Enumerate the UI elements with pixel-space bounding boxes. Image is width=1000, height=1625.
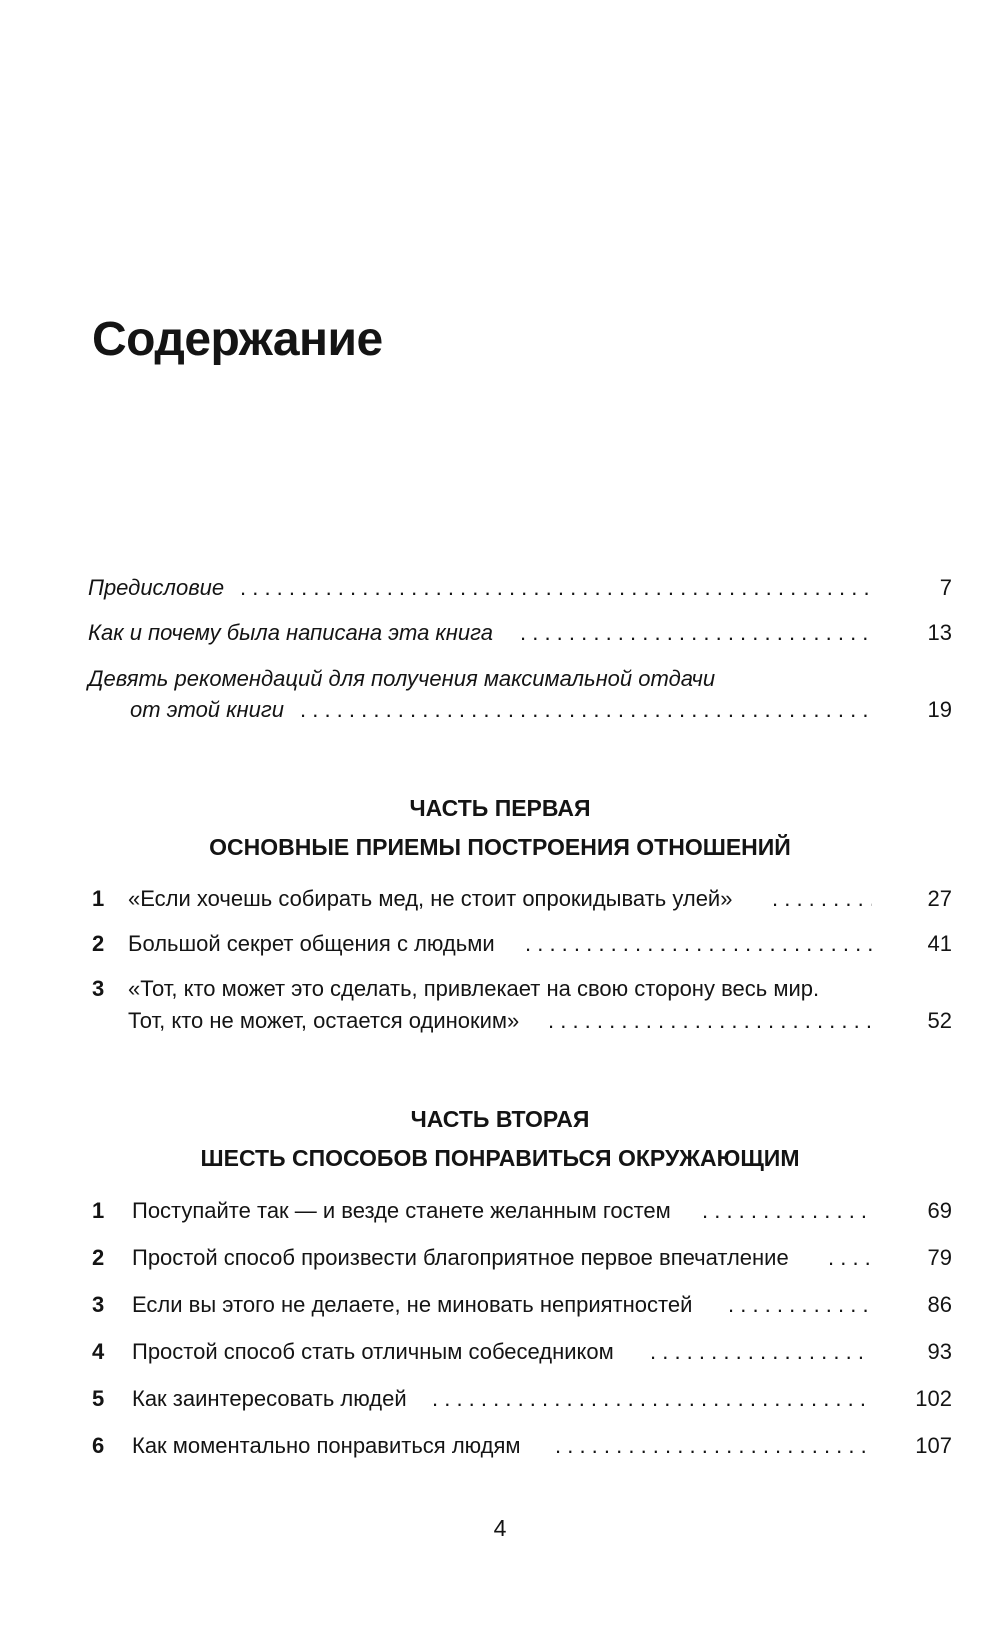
toc-page-number: 13: [927, 620, 952, 645]
toc-entry-nine-recommendations-line2[interactable]: [0, 695, 1000, 725]
chapter-number: 5: [92, 1386, 105, 1411]
chapter-number: 1: [92, 1198, 105, 1223]
toc-entry-preface[interactable]: [0, 573, 1000, 603]
toc-leader-dots: [520, 618, 872, 648]
toc-chapter-2-1[interactable]: [0, 1196, 1000, 1226]
toc-chapter-2-4[interactable]: [0, 1337, 1000, 1367]
chapter-number: 3: [92, 1292, 105, 1317]
chapter-number: 3: [92, 976, 105, 1001]
toc-leader-dots: [432, 1384, 872, 1414]
chapter-number: 1: [92, 886, 105, 911]
toc-page-number: 69: [927, 1198, 952, 1223]
toc-entry-title-continued: от этой книги: [130, 697, 284, 722]
toc-page-number: 41: [927, 931, 952, 956]
chapter-title: Большой секрет общения с людьми: [128, 931, 495, 956]
toc-entry-title: Девять рекомендаций для получения максимальной отдачи: [88, 666, 716, 691]
chapter-title: Если вы этого не делаете, не миновать неприятностей: [132, 1292, 693, 1317]
chapter-title: «Если хочешь собирать мед, не стоит опрокидывать улей»: [128, 886, 733, 911]
toc-entry-how-and-why[interactable]: [0, 618, 1000, 648]
part-two-title: ШЕСТЬ СПОСОБОВ ПОНРАВИТЬСЯ ОКРУЖАЮЩИМ: [200, 1145, 800, 1171]
toc-chapter-1-2[interactable]: [0, 929, 1000, 959]
toc-leader-dots: [300, 695, 872, 725]
chapter-number: 6: [92, 1433, 105, 1458]
toc-leader-dots: [702, 1196, 872, 1226]
toc-page-number: 79: [927, 1245, 952, 1270]
part-one-label: ЧАСТЬ ПЕРВАЯ: [409, 795, 591, 821]
toc-leader-dots: [828, 1243, 872, 1273]
toc-leader-dots: [555, 1431, 872, 1461]
chapter-number: 4: [92, 1339, 105, 1364]
part-one-title: ОСНОВНЫЕ ПРИЕМЫ ПОСТРОЕНИЯ ОТНОШЕНИЙ: [209, 834, 791, 860]
toc-chapter-2-5[interactable]: [0, 1384, 1000, 1414]
toc-leader-dots: [240, 573, 872, 603]
toc-leader-dots: [548, 1006, 872, 1036]
toc-page-number: 7: [939, 575, 952, 600]
chapter-title: «Тот, кто может это сделать, привлекает на свою сторону весь мир.: [128, 976, 820, 1001]
toc-chapter-1-3-line1[interactable]: [0, 974, 1000, 1004]
chapter-number: 2: [92, 1245, 105, 1270]
chapter-number: 2: [92, 931, 105, 956]
chapter-title: Простой способ стать отличным собеседником: [132, 1339, 614, 1364]
toc-page-number: 52: [927, 1008, 952, 1033]
toc-page-number: 102: [915, 1386, 952, 1411]
toc-page-number: 19: [927, 697, 952, 722]
toc-leader-dots: [728, 1290, 872, 1320]
toc-leader-dots: [772, 884, 872, 914]
toc-entry-title: Предисловие: [88, 575, 225, 600]
chapter-title: Простой способ произвести благоприятное первое впечатление: [132, 1245, 789, 1270]
chapter-title: Поступайте так — и везде станете желанным гостем: [132, 1198, 671, 1223]
toc-leader-dots: [650, 1337, 872, 1367]
page-title: Содержание: [92, 313, 383, 366]
toc-leader-dots: [525, 929, 872, 959]
toc-chapter-2-6[interactable]: [0, 1431, 1000, 1461]
page-number: 4: [493, 1515, 507, 1541]
chapter-title: Как моментально понравиться людям: [132, 1433, 521, 1458]
part-two-label: ЧАСТЬ ВТОРАЯ: [410, 1106, 590, 1132]
toc-entry-title: Как и почему была написана эта книга: [88, 620, 493, 645]
chapter-title: Как заинтересовать людей: [132, 1386, 407, 1411]
toc-chapter-1-3-line2[interactable]: [0, 1006, 1000, 1036]
toc-page-number: 93: [927, 1339, 952, 1364]
toc-chapter-2-3[interactable]: [0, 1290, 1000, 1320]
toc-chapter-1-1[interactable]: [0, 884, 1000, 914]
toc-page-number: 107: [915, 1433, 952, 1458]
toc-entry-nine-recommendations-line1[interactable]: [0, 664, 1000, 694]
toc-page-number: 86: [927, 1292, 952, 1317]
toc-chapter-2-2[interactable]: [0, 1243, 1000, 1273]
chapter-title-continued: Тот, кто не может, остается одиноким»: [128, 1008, 520, 1033]
toc-page-number: 27: [927, 886, 952, 911]
